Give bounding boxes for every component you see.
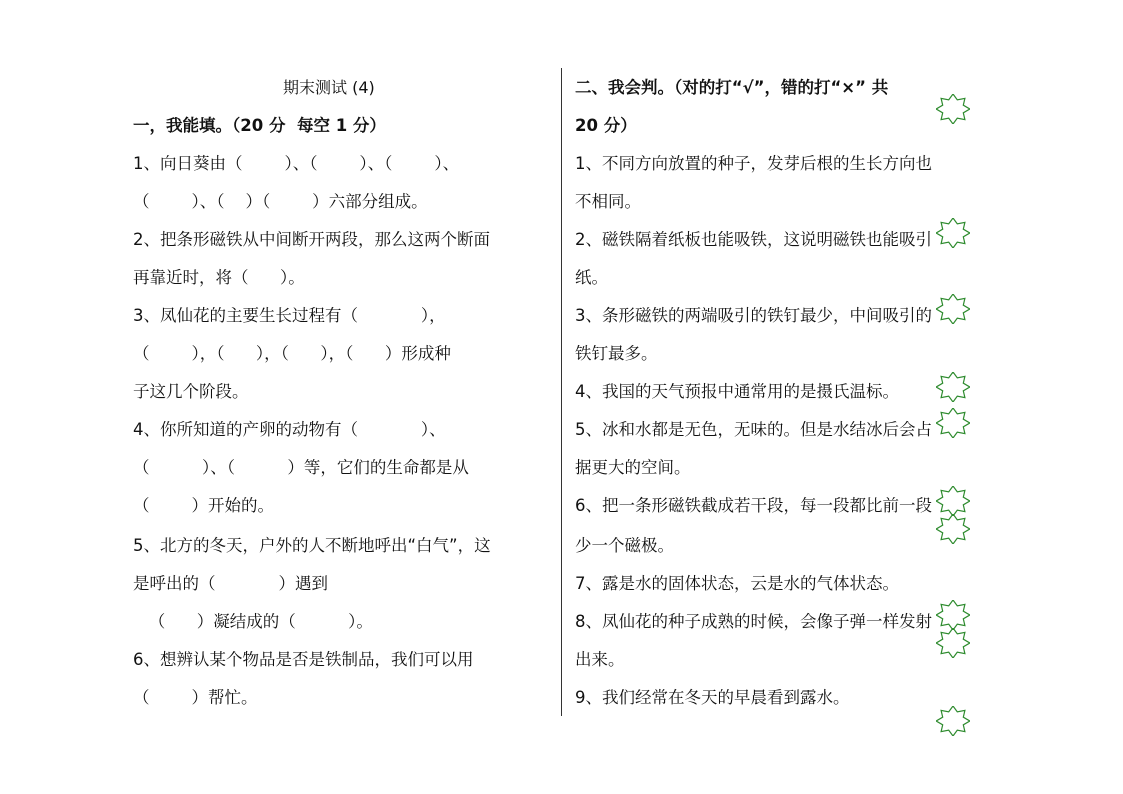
star-outline-icon xyxy=(936,408,970,438)
judge-line: 4、我国的天气预报中通常用的是摄氏温标。 xyxy=(575,382,899,401)
section-2-heading: 二、我会判。（对的打“√”，错的打“×” 共 xyxy=(575,78,889,97)
question-line: （ ）、（ ）（ ）六部分组成。 xyxy=(133,192,428,211)
judge-line: 8、凤仙花的种子成熟的时候，会像子弹一样发射 xyxy=(575,612,932,631)
question-line: （ ），（ ），（ ），（ ）形成种 xyxy=(133,344,451,363)
question-line: 4、你所知道的产卵的动物有（ ）、 xyxy=(133,420,446,439)
section-2-heading-cont: 20 分） xyxy=(575,116,637,135)
star-outline-icon xyxy=(936,94,970,124)
star-outline-icon xyxy=(936,372,970,402)
question-line: 2、把条形磁铁从中间断开两段，那么这两个断面 xyxy=(133,230,490,249)
judge-line: 2、磁铁隔着纸板也能吸铁，这说明磁铁也能吸引 xyxy=(575,230,932,249)
judge-line: 9、我们经常在冬天的早晨看到露水。 xyxy=(575,688,850,707)
question-line: （ ）凝结成的（ ）。 xyxy=(133,612,373,631)
star-outline-icon xyxy=(936,706,970,736)
question-line: 3、凤仙花的主要生长过程有（ ）， xyxy=(133,306,446,325)
star-outline-icon xyxy=(936,486,970,516)
question-line: （ ）、（ ）等，它们的生命都是从 xyxy=(133,458,469,477)
star-outline-icon xyxy=(936,514,970,544)
judge-line: 7、露是水的固体状态，云是水的气体状态。 xyxy=(575,574,899,593)
star-outline-icon xyxy=(936,294,970,324)
judge-line: 1、不同方向放置的种子，发芽后根的生长方向也 xyxy=(575,154,932,173)
judge-line: 铁钉最多。 xyxy=(575,344,658,363)
page-title: 期末测试 (4) xyxy=(283,78,375,97)
question-line: （ ）开始的。 xyxy=(133,496,274,515)
star-outline-icon xyxy=(936,628,970,658)
column-divider xyxy=(561,68,562,716)
question-line: 再靠近时，将（ ）。 xyxy=(133,268,305,287)
question-line: 6、想辨认某个物品是否是铁制品，我们可以用 xyxy=(133,650,474,669)
section-1-heading: 一，我能填。（20 分 每空 1 分） xyxy=(133,116,386,135)
question-line: 子这几个阶段。 xyxy=(133,382,249,401)
judge-line: 6、把一条形磁铁截成若干段，每一段都比前一段 xyxy=(575,496,932,515)
judge-line: 5、冰和水都是无色，无味的。但是水结冰后会占 xyxy=(575,420,932,439)
star-outline-icon xyxy=(936,600,970,630)
judge-line: 出来。 xyxy=(575,650,625,669)
judge-line: 不相同。 xyxy=(575,192,641,211)
question-line: 是呼出的（ ）遇到 xyxy=(133,574,328,593)
judge-line: 纸。 xyxy=(575,268,608,287)
judge-line: 少一个磁极。 xyxy=(575,536,674,555)
judge-line: 3、条形磁铁的两端吸引的铁钉最少，中间吸引的 xyxy=(575,306,932,325)
judge-line: 据更大的空间。 xyxy=(575,458,691,477)
question-line: 5、北方的冬天，户外的人不断地呼出“白气”，这 xyxy=(133,536,491,555)
star-outline-icon xyxy=(936,218,970,248)
question-line: 1、向日葵由（ ）、（ ）、（ ）、 xyxy=(133,154,460,173)
question-line: （ ）帮忙。 xyxy=(133,688,258,707)
